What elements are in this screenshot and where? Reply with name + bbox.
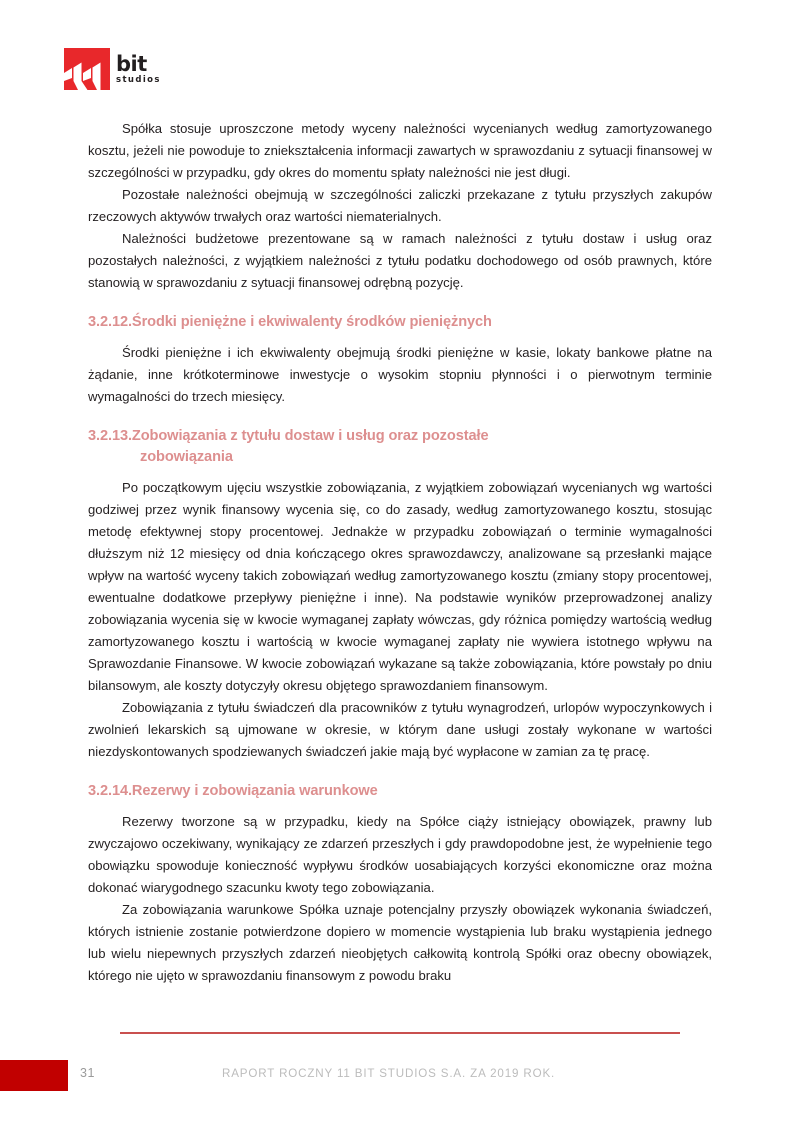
paragraph: Zobowiązania z tytułu świadczeń dla pracowników z tytułu wynagrodzeń, urlopów wypoczynkowych i zwolnień lekarskich są ujmowane w okresie, w którym dane usługi zostały wykonane w wartości niezdyskontowanych spodziewanych świadczeń jakie mają być wypłacone w zamian za tę pracę.	[88, 700, 712, 759]
spacer	[88, 802, 712, 811]
document-body	[88, 118, 712, 987]
section-heading-3-2-14	[88, 781, 712, 802]
spacer	[88, 333, 712, 342]
logo-brand-text: bit	[116, 52, 147, 76]
eleven-bit-red-square-icon	[64, 48, 110, 90]
section-heading-line: 3.2.12.Środki pieniężne i ekwiwalenty środków pieniężnych	[88, 314, 492, 330]
logo-wordmark	[116, 54, 186, 86]
section-heading-line: 3.2.14.Rezerwy i zobowiązania warunkowe	[88, 783, 378, 799]
spacer	[88, 294, 712, 312]
spacer	[88, 763, 712, 781]
footer-divider	[120, 1032, 680, 1034]
spacer	[88, 408, 712, 426]
section-heading-line-continued: zobowiązania	[140, 449, 233, 465]
paragraph: Środki pieniężne i ich ekwiwalenty obejmują środki pieniężne w kasie, lokaty bankowe płatne na żądanie, inne krótkoterminowe inwestycje o wysokim stopniu płynności i o pierwotnym terminie wymagalności do trzech miesięcy.	[88, 345, 712, 404]
page-number: 31	[80, 1066, 95, 1080]
paragraph: Spółka stosuje uproszczone metody wyceny należności wycenianych według zamortyzowanego kosztu, jeżeli nie powoduje to zniekształcenia informacji zawartych w sprawozdaniu z sytuacji finansowej w szczególności w przypadku, gdy okres do momentu spłaty należności nie jest długi.	[88, 121, 712, 180]
spacer	[88, 468, 712, 477]
footer-caption: RAPORT ROCZNY 11 BIT STUDIOS S.A. ZA 2019 ROK.	[222, 1067, 556, 1080]
paragraph: Rezerwy tworzone są w przypadku, kiedy na Spółce ciąży istniejący obowiązek, prawny lub zwyczajowo oczekiwany, wynikający ze zdarzeń przeszłych i gdy prawdopodobne jest, że wypełnienie tego obowiązku spowoduje konieczność wypływu środków uosabiających korzyści ekonomiczne oraz można dokonać wiarygodnego szacunku kwoty tego zobowiązania.	[88, 814, 712, 895]
logo-subbrand-text: studios	[116, 75, 161, 85]
section-heading-3-2-13	[88, 426, 712, 468]
paragraph: Za zobowiązania warunkowe Spółka uznaje potencjalny przyszły obowiązek wykonania świadczeń, których istnienie zostanie potwierdzone dopiero w momencie wystąpienia lub braku wystąpienia jednego lub wielu niepewnych przyszłych zdarzeń nieobjętych całkowitą kontrolą Spółki oraz obecny obowiązek, którego nie ujęto w sprawozdaniu finansowym z powodu braku	[88, 902, 712, 983]
paragraph: Należności budżetowe prezentowane są w ramach należności z tytułu dostaw i usług oraz pozostałych należności, z wyjątkiem należności z tytułu podatku dochodowego od osób prawnych, które stanowią w sprawozdaniu z sytuacji finansowej odrębną pozycję.	[88, 231, 712, 290]
section-heading-line: 3.2.13.Zobowiązania z tytułu dostaw i usług oraz pozostałe	[88, 428, 489, 444]
paragraph: Po początkowym ujęciu wszystkie zobowiązania, z wyjątkiem zobowiązań wycenianych wg wartości godziwej przez wynik finansowy wycenia się, co do zasady, według zamortyzowanego kosztu, stosując metodę efektywnej stopy procentowej. Jednakże w przypadku zobowiązań o terminie wymagalności dłuższym niż 12 miesięcy od dnia kończącego okres sprawozdawczy, analizowane są przesłanki mające wpływ na wartość wyceny takich zobowiązań według zamortyzowanego kosztu (zmiany stopy procentowej, ewentualne dodatkowe przepływy pieniężne i inne). Na podstawie wyników przeprowadzonej analizy zobowiązania wycenia się w kwocie wymaganej zapłaty wówczas, gdy różnica pomiędzy wartością według zamortyzowanego kosztu i wartością w kwocie wymaganej zapłaty nie wywiera istotnego wpływu na Sprawozdanie Finansowe. W kwocie zobowiązań wykazane są także zobowiązania, które powstały po dniu bilansowym, ale koszty dotyczyły okresu objętego sprawozdaniem finansowym.	[88, 480, 712, 693]
paragraph: Pozostałe należności obejmują w szczególności zaliczki przekazane z tytułu przyszłych zakupów rzeczowych aktywów trwałych oraz wartości niematerialnych.	[88, 187, 712, 224]
company-logo	[64, 48, 194, 96]
section-heading-3-2-12	[88, 312, 712, 333]
footer-red-block	[0, 1060, 68, 1091]
